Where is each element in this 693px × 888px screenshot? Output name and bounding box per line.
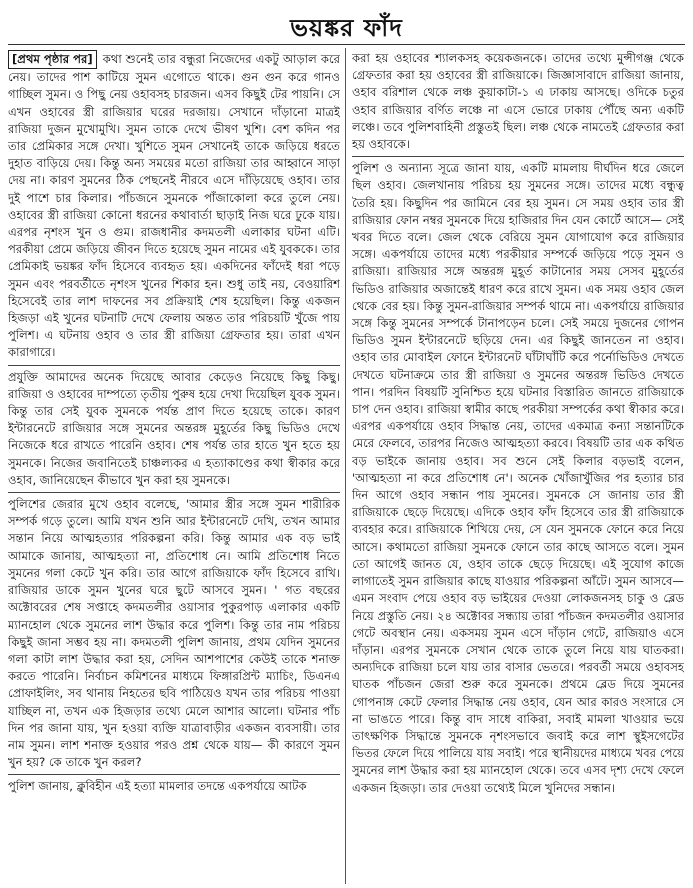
paragraph-divider (8, 365, 340, 366)
left-paragraph-1 (8, 50, 340, 362)
headline: ভয়ঙ্কর ফাঁদ (290, 14, 403, 42)
left-paragraph-3: পুলিশের জেরার মুখে ওহাব বলেছে, 'আমার স্ত্রীর সঙ্গে সুমন শারীরিক সম্পর্ক গড়ে তুলে। আমি যখন শুনি আর ইন্টারনেটে দেখি, তখন আমার সন্তান নিয়ে আত্মহত্যার পরিকল্পনা করি। কিন্তু আমার এক বড় ভাই আমাকে জানায়, আত্মহত্যা না, প্রতিশোধ নে। আমি প্রতিশোধ নিতে সুমনের গলা কেটে খুন করি। তার আগে রাজিয়াকে ফাঁদ হিসেবে রাখি। রাজিয়ার ডাকে সুমন খুনের ঘরে ছুটে আসবে সুমন। ' গত বছরের অক্টোবরের শেষ সপ্তাহে কদমতলীর ওয়াসার পুকুরপাড় এলাকার একটি ম্যানহোল থেকে সুমনের লাশ উদ্ধার করে পুলিশ। কিন্তু তার নাম পরিচয় কিছুই জানা সম্ভব হয় না। কদমতলী পুলিশ জানায়, প্রথম যেদিন সুমনের গলা কাটা লাশ উদ্ধার করা হয়, সেদিন আশপাশের কেউই তাকে শনাক্ত করতে পারেনি। নির্বাচন কমিশনের মাধ্যমে ফিঙ্গারপ্রিন্ট ম্যাচিং, ডিএনএ প্রোফাইলিং, সব থানায় নিহতের ছবি পাঠিয়েও যখন তার পরিচয় পাওয়া যাচ্ছিল না, তখন এক হিজড়ার তথ্যে মেলে আশার আলো। ঘটনার পাঁচ দিন পর জানা যায়, খুন হওয়া ব্যক্তি যাত্রাবাড়ীর একজন ব্যবসায়ী। তার নাম সুমন। লাশ শনাক্ত হওয়ার পরও প্রশ্ন থেকে যায়— কী কারণে সুমন খুন হয়? কে তাকে খুন করল? (8, 497, 340, 770)
right-paragraph-2: পুলিশ ও অন্যান্য সূত্রে জানা যায়, একটি মামলায় দীর্ঘদিন ধরে জেলে ছিল ওহাব। জেলখানায় পরিচয় হয় সুমনের সঙ্গে। তাদের মধ্যে বন্ধুত্ব তৈরি হয়। কিছুদিন পর জামিনে বের হয় সুমন। সে সময় ওহাব তার স্ত্রী রাজিয়ার ফোন নম্বর সুমনকে দিয়ে হাজিরার দিন যেন কোর্টে আসে— সেই খবর দিতে বলে। জেল থেকে বেরিয়ে সুমন যোগাযোগ করে রাজিয়ার সঙ্গে। একপর্যায়ে তাদের মধ্যে পরকীয়ার সম্পর্কে জড়িয়ে পড়ে সুমন ও রাজিয়া। রাজিয়ার সঙ্গে অন্তরঙ্গ মুহূর্ত কাটানোর সময় সেসব মুহূর্তের ভিডিও রাজিয়ার অজান্তেই ধারণ করে রাখে সুমন। এক সময় ওহাব জেল থেকে বের হয়। কিন্তু সুমন-রাজিয়ার সম্পর্ক থামে না। একপর্যায়ে রাজিয়ার সঙ্গে কিন্তু সুমনের সম্পর্কে টানাপড়েন চলে। সেই সময়ে দুজনের গোপন ভিডিও সুমন ইন্টারনেটে ছড়িয়ে দেন। এর কিছুই জানতেন না ওহাব। ওহাব তার মোবাইল ফোনে ইন্টারনেট ঘাঁটাঘাঁটি করে পর্নোভিডিও দেখতে দেখতে ঘটনাক্রমে তার স্ত্রী রাজিয়া ও সুমনের অন্তরঙ্গ ভিডিও দেখতে পান। পরদিন বিষয়টি সুনিশ্চিত হয়ে ঘটনার বিস্তারিত জানতে রাজিয়াকে চাপ দেন ওহাব। রাজিয়া স্বামীর কাছে পরকীয়া সম্পর্কের কথা স্বীকার করে। এরপর একপর্যায়ে ওহাব সিদ্ধান্ত নেয়, তাদের একমাত্র কন্যা সন্তানটিকে মেরে ফেলবে, তারপর নিজেও আত্মহত্যা করবে। বিষয়টি তার এক কথিত বড় ভাইকে জানায় ওহাব। সব শুনে সেই কিলার বড়ভাই বলেন, 'আত্মহত্যা না করে প্রতিশোধ নে'। অনেক খোঁজাখুঁজির পর হত্যার চার দিন আগে ওহাব সন্ধান পায় সুমনের। সুমনকে সে জানায় তার স্ত্রী রাজিয়াকে ছেড়ে দিয়েছে। এদিকে ওহাব ফাঁদ হিসেবে তার স্ত্রী রাজিয়াকে ব্যবহার করে। রাজিয়াকে শিখিয়ে দেয়, সে যেন সুমনকে ফোনে করে নিয়ে আসে। কথামতো রাজিয়া সুমনকে ফোনে তার কাছে আসতে বলে। সুমন তো আগেই জানত যে, ওহাব তাকে ছেড়ে দিয়েছে। এই সুযোগ কাজে লাগাতেই সুমন রাজিয়ার কাছে যাওয়ার পরিকল্পনা আঁটে। সুমন আসবে—এমন সংবাদ পেয়ে ওহাব বড় ভাইয়ের দেওয়া লোকজনসহ চাকু ও ব্লেড নিয়ে প্রস্তুতি নেয়। ২৪ অক্টোবর সন্ধ্যায় তারা পাঁচজন কদমতলীর ওয়াসার গেটে অবস্থান নেয়। একসময় সুমন এসে দাঁড়ান গেটে, রাজিয়াও এসে দাঁড়ান। এরপর সুমনকে সেখান থেকে তাকে তুলে নিয়ে যায় ঘাতকরা। অন্যদিকে রাজিয়া চলে যায় তার বাসার ভেতরে। পরবর্তী সময়ে ওহাবসহ ঘাতক পাঁচজন জেরা শুরু করে সুমনকে। প্রথমে ব্লেড দিয়ে সুমনের গোপনাঙ্গ কেটে ফেলার সিদ্ধান্ত নেয় ওহাব, যেন আর কারও সংসারে সে না ভাঙতে পারে। কিন্তু বাদ সাধে বাকিরা, সবাই মামলা খাওয়ার ভয়ে তাৎক্ষণিক সিদ্ধান্তে সুমনকে নৃশংসভাবে জবাই করে লাশ স্থুইসগেটের ভিতর ফেলে দিয়ে পালিয়ে যায় সবাই। পরে স্থানীয়দের মাধ্যমে খবর পেয়ে সুমনের লাশ উদ্ধার করা হয় ম্যানহোল থেকে। তবে এসব দৃশ্য দেখে ফেলে একজন হিজড়া। তার দেওয়া তথ্যেই মিলে খুনিদের সন্ধান। (352, 161, 684, 795)
paragraph-divider (8, 774, 340, 775)
paragraph-divider (8, 492, 340, 493)
right-column (352, 50, 684, 885)
continuation-label: [প্রথম পৃষ্ঠার পর] (8, 50, 97, 69)
paragraph-divider (352, 156, 684, 157)
column-divider (345, 48, 346, 884)
headline-rule (8, 44, 685, 45)
left-column (8, 50, 340, 885)
left-paragraph-1-text: কথা শুনেই তার বন্ধুরা নিজেদের একটু আড়াল করে নেয়। তাদের পাশ কাটিয়ে সুমন এগোতে থাকে। গুন গুন করে গানও গাচ্ছিল সুমন। ও পিছু নেয় ওহাবসহ চারজন। এসব কিছুই টের পায়নি। সে এখন ওহাবের স্ত্রী রাজিয়ার ঘরের দরজায়। সেখানে দাঁড়ানো মাত্রই রাজিয়া দুজন মুখোমুখি। সুমন তাকে দেখে ভীষণ খুশি। বেশ কদিন পর তার প্রেমিকার সঙ্গে দেখা। খুশিতে সুমন সেখানেই তাকে জড়িয়ে ধরতে দুহাত বাড়িয়ে দেয়। কিন্তু অন্য সময়ের মতো রাজিয়া তার আহ্বানে সাড়া দেয় না। কারণ সুমনের ঠিক পেছনেই নীরবে এসে দাঁড়িয়েছে ওহাব। তার দুই পাশে চার কিলার। পাঁচজনে সুমনকে পাঁজাকোলা করে তুলে নেয়। ওহাবের স্ত্রী রাজিয়া কোনো ধরনের কথাবার্তা ছাড়াই নিজ ঘরে ঢুকে যায়। এরপর নৃশংস খুন ও গুম। রাজধানীর কদমতলী এলাকার ঘটনা এটি। পরকীয়া প্রেমে জড়িয়ে জীবন দিতে হয়েছে সুমন নামের এই যুবককে। তার প্রেমিকাই ভয়ঙ্কর ফাঁদ হিসেবে ব্যবহৃত হয়। একদিনের ফাঁদেই ধরা পড়ে সুমন এবং পরবর্তীতে নৃশংস খুনের শিকার হন। শুধু তাই নয়, বেওয়ারিশ হিসেবেই তার লাশ দাফনের সব প্রক্রিয়াই শেষ হয়েছিল। কিন্তু একজন হিজড়া এই খুনের ঘটনাটি দেখে ফেলায় অন্তত তার পরিচয়টি খুঁজে পায় পুলিশ। এ ঘটনায় ওহাব ও তার স্ত্রী রাজিয়া গ্রেফতার হয়। তারা এখন কারাগারে। (8, 52, 340, 360)
left-paragraph-4: পুলিশ জানায়, ক্লুবিহীন এই হত্যা মামলার তদন্তে একপর্যায়ে আটক (8, 779, 307, 794)
right-paragraph-1: করা হয় ওহাবের শ্যালকসহ কয়েকজনকে। তাদের তথ্যে মুন্সীগঞ্জ থেকে গ্রেফতার করা হয় ওহাবের স্ত্রী রাজিয়াকে। জিজ্ঞাসাবাদে রাজিয়া জানায়, ওহাব বরিশাল থেকে লঞ্চ কুয়াকাটা-১ এ ঢাকায় আসছে। ওদিকে চতুর ওহাব রাজিয়ার বর্ণিত লঞ্চে না এসে ভোরে ঢাকায় পৌঁছে অন্য একটি লঞ্চে। তবে পুলিশবাহিনী প্রস্তুতই ছিল। লঞ্চ থেকে নামতেই গ্রেফতার করা হয় ওহাবকে। (352, 51, 684, 152)
left-paragraph-2: প্রযুক্তি আমাদের অনেক দিয়েছে আবার কেড়েও নিয়েছে কিছু কিছু। রাজিয়া ও ওহাবের দাম্পত্যে তৃতীয় পুরুষ হয়ে দেখা দিয়েছিল যুবক সুমন। কিন্তু তার সেই যুবক সুমনকে পর্যন্ত প্রাণ দিতে হয়েছে তাকে। কারণ ইন্টারনেটে রাজিয়ার সঙ্গে সুমনের অন্তরঙ্গ মুহূর্তের কিছু ভিডিও দেখে নিজেকে ধরে রাখতে পারেনি ওহাব। শেষ পর্যন্ত তার হাতে খুন হতে হয় সুমনকে। নিজের জবানিতেই চাঞ্চল্যকর এ হত্যাকাণ্ডের কথা স্বীকার করে ওহাব, জানিয়েছেন কীভাবে খুন করা হয় সুমনকে। (8, 369, 340, 487)
